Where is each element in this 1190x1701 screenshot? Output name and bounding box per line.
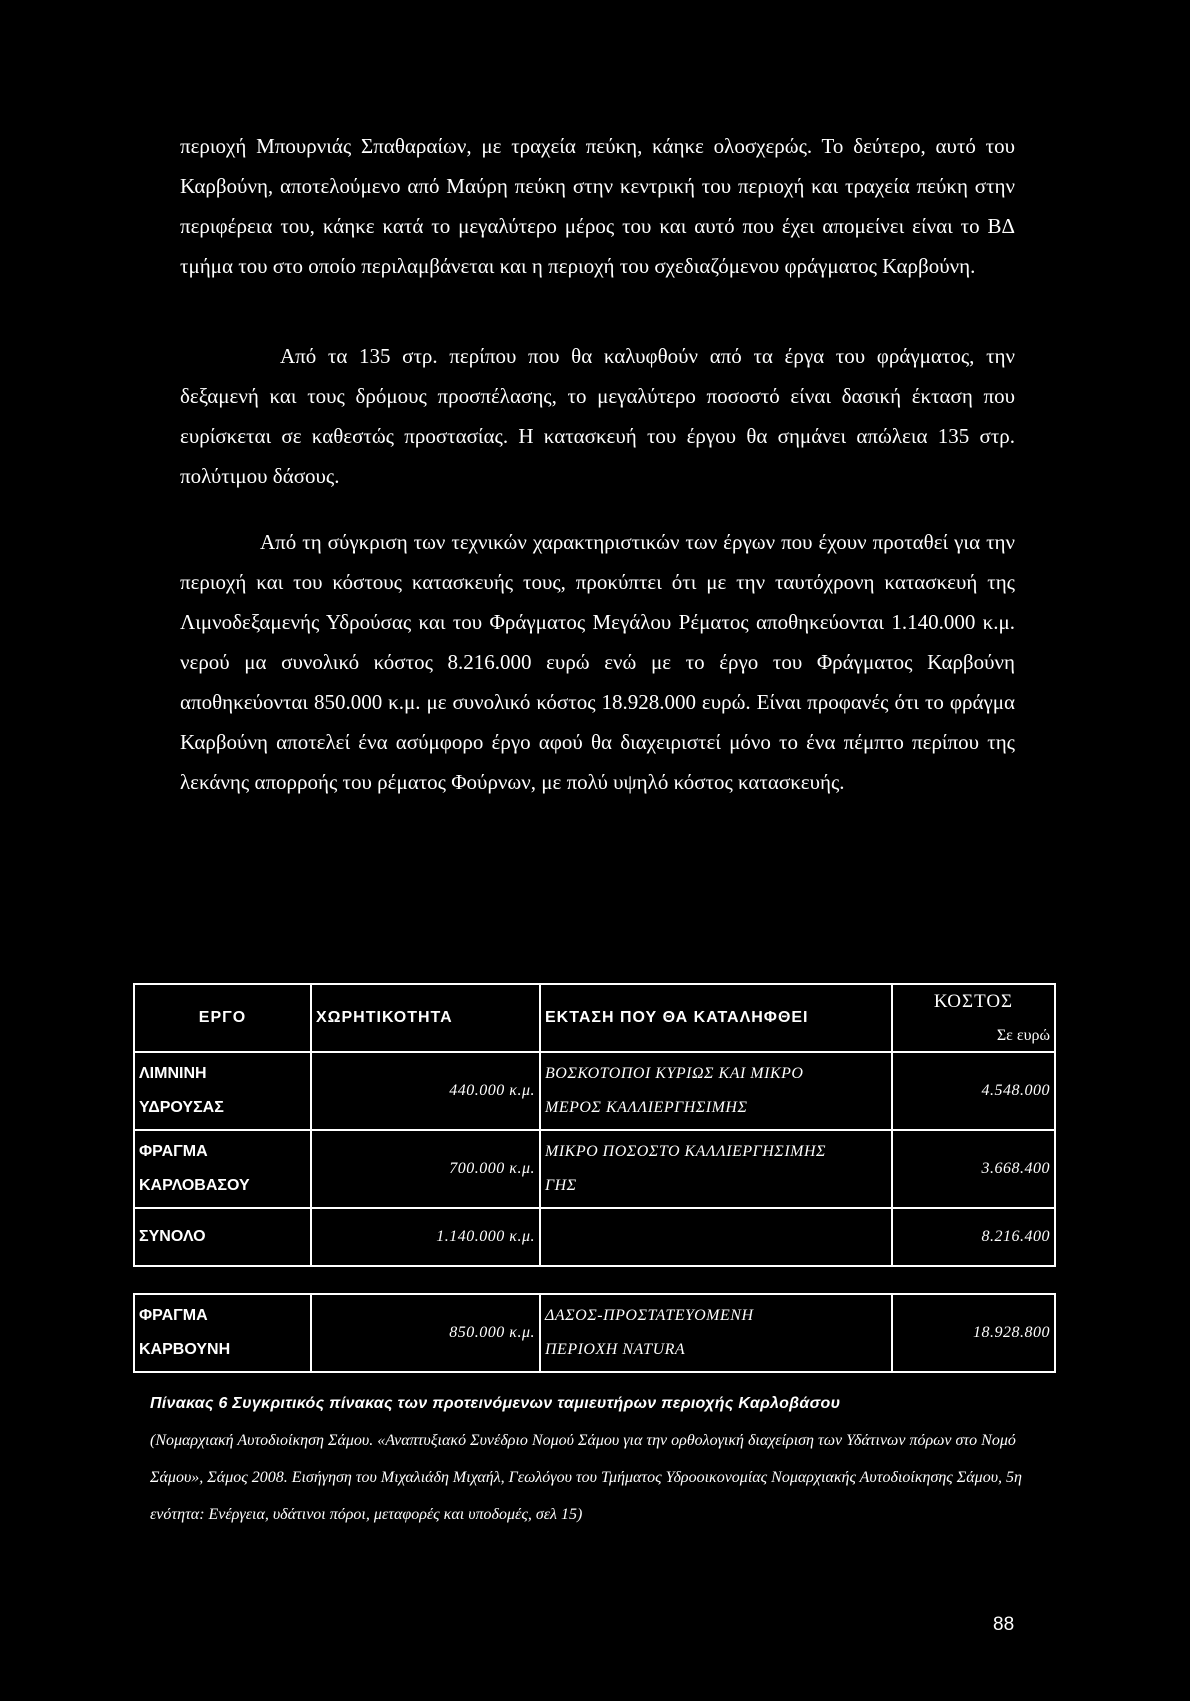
header-project: ΕΡΓΟ — [134, 984, 311, 1052]
header-capacity: ΧΩΡΗΤΙΚΟΤΗΤΑ — [311, 984, 540, 1052]
caption-source: (Νομαρχιακή Αυτοδιοίκηση Σάμου. «Αναπτυξιακό Συνέδριο Νομού Σάμου για την ορθολογική διαχείριση των Υδάτινων πόρων στο Νομό Σάμου», Σάμος 2008. Εισήγηση του Μιχαλιάδη Μιχαήλ, Γεωλόγου του Τμήματος Υδροοικονομίας Νομαρχιακής Αυτοδιοίκησης Σάμου, 5η ενότητα: Ενέργεια, υδάτινοι πόροι, μεταφορές και υποδομές, σελ 15) — [150, 1432, 1022, 1523]
paragraph-text: Από τα 135 στρ. περίπου που θα καλυφθούν από τα έργα του φράγματος, την δεξαμενή και τους δρόμους προσπέλασης, το μεγαλύτερο ποσοστό είναι δασική έκταση που ευρίσκεται σε καθεστώς προστασίας. Η κατασκευή του έργου θα σημάνει απώλεια 135 στρ. πολύτιμου δάσους. — [180, 344, 1015, 488]
table-spacer — [134, 1266, 1055, 1294]
comparison-table — [133, 983, 1056, 1373]
project-name: ΦΡΑΓΜΑ ΚΑΡΒΟΥΝΗ — [134, 1294, 311, 1372]
project-name: ΦΡΑΓΜΑ ΚΑΡΛΟΒΑΣΟΥ — [134, 1130, 311, 1208]
total-capacity: 1.140.000 κ.μ. — [311, 1208, 540, 1266]
total-cost: 8.216.400 — [892, 1208, 1055, 1266]
cost-value: 3.668.400 — [892, 1130, 1055, 1208]
page-number: 88 — [993, 1614, 1015, 1635]
cost-value: 4.548.000 — [892, 1052, 1055, 1130]
paragraph-text: περιοχή Μπουρνιάς Σπαθαραίων, με τραχεία πεύκη, κάηκε ολοσχερώς. Το δεύτερο, αυτό του Καρβούνη, αποτελούμενο από Μαύρη πεύκη στην κεντρική του περιοχή και τραχεία πεύκη στην περιφέρεια του, κάηκε κατά το μεγαλύτερο μέρος του και αυτό που έχει απομείνει είναι το ΒΔ τμήμα του στο οποίο περιλαμβάνεται και η περιοχή του σχεδιαζόμενου φράγματος Καρβούνη. — [180, 134, 1015, 278]
table-spacer-row — [134, 1266, 1055, 1294]
capacity-value: 850.000 κ.μ. — [311, 1294, 540, 1372]
header-cost — [892, 984, 1055, 1052]
capacity-value: 700.000 κ.μ. — [311, 1130, 540, 1208]
paragraph-2 — [180, 336, 1015, 496]
table-header-row — [134, 984, 1055, 1052]
area-description: ΔΑΣΟΣ-ΠΡΟΣΤΑΤΕΥΟΜΕΝΗ ΠΕΡΙΟΧΗ NATURA — [540, 1294, 892, 1372]
table-total-row — [134, 1208, 1055, 1266]
cost-value: 18.928.800 — [892, 1294, 1055, 1372]
paragraph-text: Από τη σύγκριση των τεχνικών χαρακτηριστικών των έργων που έχουν προταθεί για την περιοχή και του κόστους κατασκευής τους, προκύπτει ότι με την ταυτόχρονη κατασκευή της Λιμνοδεξαμενής Υδρούσας και του Φράγματος Μεγάλου Ρέματος αποθηκεύονται 1.140.000 κ.μ. νερού μα συνολικό κόστος 8.216.000 ευρώ ενώ με το έργο του Φράγματος Καρβούνη αποθηκεύονται 850.000 κ.μ. με συνολικό κόστος 18.928.000 ευρώ. Είναι προφανές ότι το φράγμα Καρβούνη αποτελεί ένα ασύμφορο έργο αφού θα διαχειριστεί μόνο το ένα πέμπτο περίπου της λεκάνης απορροής του ρέματος Φούρνων, με πολύ υψηλό κόστος κατασκευής. — [180, 530, 1015, 794]
table-caption — [150, 1385, 1030, 1533]
header-area: ΕΚΤΑΣΗ ΠΟΥ ΘΑ ΚΑΤΑΛΗΦΘΕΙ — [540, 984, 892, 1052]
total-area-empty — [540, 1208, 892, 1266]
project-name: ΛΙΜΝΙΝΗ ΥΔΡΟΥΣΑΣ — [134, 1052, 311, 1130]
table-row — [134, 1294, 1055, 1372]
table-row — [134, 1052, 1055, 1130]
paragraph-3 — [180, 522, 1015, 802]
area-description: ΒΟΣΚΟΤΟΠΟΙ ΚΥΡΙΩΣ ΚΑΙ ΜΙΚΡΟ ΜΕΡΟΣ ΚΑΛΛΙΕΡΓΗΣΙΜΗΣ — [540, 1052, 892, 1130]
table-row — [134, 1130, 1055, 1208]
capacity-value: 440.000 κ.μ. — [311, 1052, 540, 1130]
total-label: ΣΥΝΟΛΟ — [134, 1208, 311, 1266]
paragraph-1 — [180, 126, 1015, 286]
cost-unit: Σε ευρώ — [996, 1027, 1050, 1044]
caption-title: Πίνακας 6 Συγκριτικός πίνακας των προτεινόμενων ταμιευτήρων περιοχής Καρλοβάσου — [150, 1395, 841, 1412]
area-description: ΜΙΚΡΟ ΠΟΣΟΣΤΟ ΚΑΛΛΙΕΡΓΗΣΙΜΗΣ ΓΗΣ — [540, 1130, 892, 1208]
cost-title: ΚΟΣΤΟΣ — [933, 991, 1014, 1012]
